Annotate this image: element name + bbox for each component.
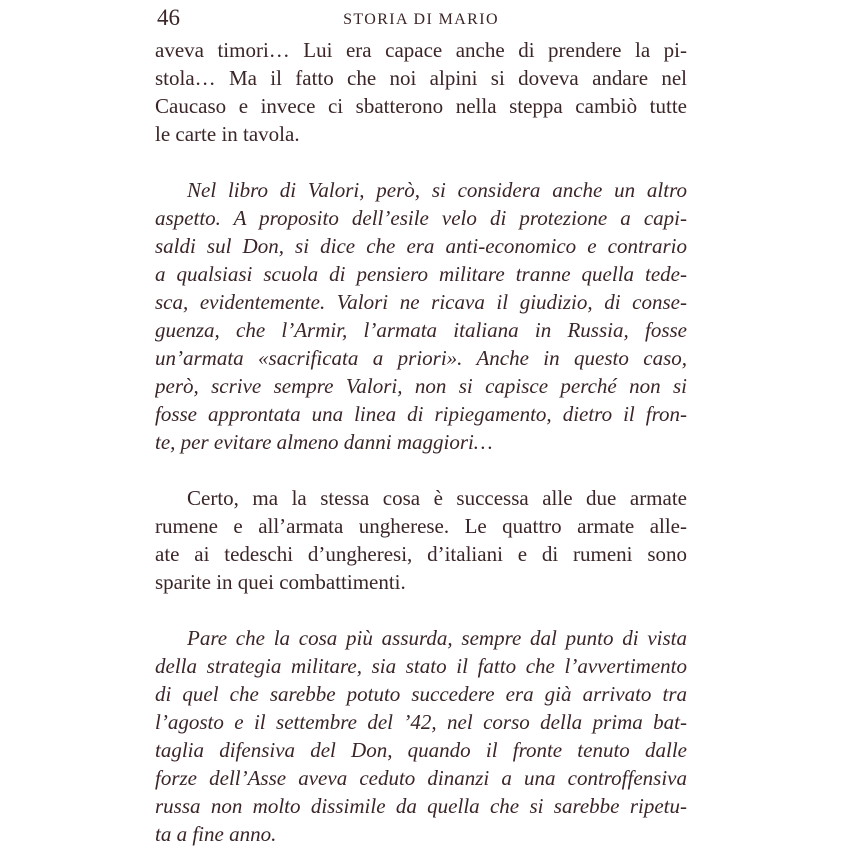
text-line: russa non molto dissimile da quella che si sarebbe ripetu- xyxy=(155,794,687,818)
text-line: Nel libro di Valori, però, si considera anche un altro xyxy=(187,178,687,202)
text-line: Certo, ma la stessa cosa è successa alle due armate xyxy=(187,486,687,510)
text-line: le carte in tavola. xyxy=(155,122,300,146)
text-line: sca, evidentemente. Valori ne ricava il giudizio, di conse- xyxy=(155,290,687,314)
text-line: a qualsiasi scuola di pensiero militare tranne quella tede- xyxy=(155,262,687,286)
text-line: aveva timori… Lui era capace anche di prendere la pi- xyxy=(155,38,687,62)
text-line: fosse approntata una linea di ripiegamento, dietro il fron- xyxy=(155,402,687,426)
text-line: ta a fine anno. xyxy=(155,822,277,846)
text-line: saldi sul Don, si dice che era anti-economico e contrario xyxy=(155,234,687,258)
text-line: te, per evitare almeno danni maggiori… xyxy=(155,430,493,454)
text-line: sparite in quei combattimenti. xyxy=(155,570,406,594)
text-line: aspetto. A proposito dell’esile velo di protezione a capi- xyxy=(155,206,687,230)
text-line: taglia difensiva del Don, quando il fronte tenuto dalle xyxy=(155,738,687,762)
paragraph xyxy=(155,484,687,596)
page-header xyxy=(155,5,687,35)
text-line: ate ai tedeschi d’ungheresi, d’italiani e di rumeni sono xyxy=(155,542,687,566)
text-line: Caucaso e invece ci sbatterono nella steppa cambiò tutte xyxy=(155,94,687,118)
paragraph xyxy=(155,176,687,456)
text-line: rumene e all’armata ungherese. Le quattro armate alle- xyxy=(155,514,687,538)
text-line: un’armata «sacrificata a priori». Anche in questo caso, xyxy=(155,346,687,370)
text-line: Pare che la cosa più assurda, sempre dal punto di vista xyxy=(187,626,687,650)
text-line: della strategia militare, sia stato il fatto che l’avvertimento xyxy=(155,654,687,678)
text-line: di quel che sarebbe potuto succedere era già arrivato tra xyxy=(155,682,687,706)
text-line: guenza, che l’Armir, l’armata italiana in Russia, fosse xyxy=(155,318,687,342)
text-line: però, scrive sempre Valori, non si capisce perché non si xyxy=(155,374,687,398)
paragraph xyxy=(155,624,687,848)
running-title: STORIA DI MARIO xyxy=(343,11,499,28)
body-text xyxy=(155,36,687,848)
paragraph xyxy=(155,36,687,148)
text-line: stola… Ma il fatto che noi alpini si doveva andare nel xyxy=(155,66,687,90)
text-line: forze dell’Asse aveva ceduto dinanzi a una controffensiva xyxy=(155,766,687,790)
text-line: l’agosto e il settembre del ’42, nel corso della prima bat- xyxy=(155,710,687,734)
page-number: 46 xyxy=(157,5,180,30)
